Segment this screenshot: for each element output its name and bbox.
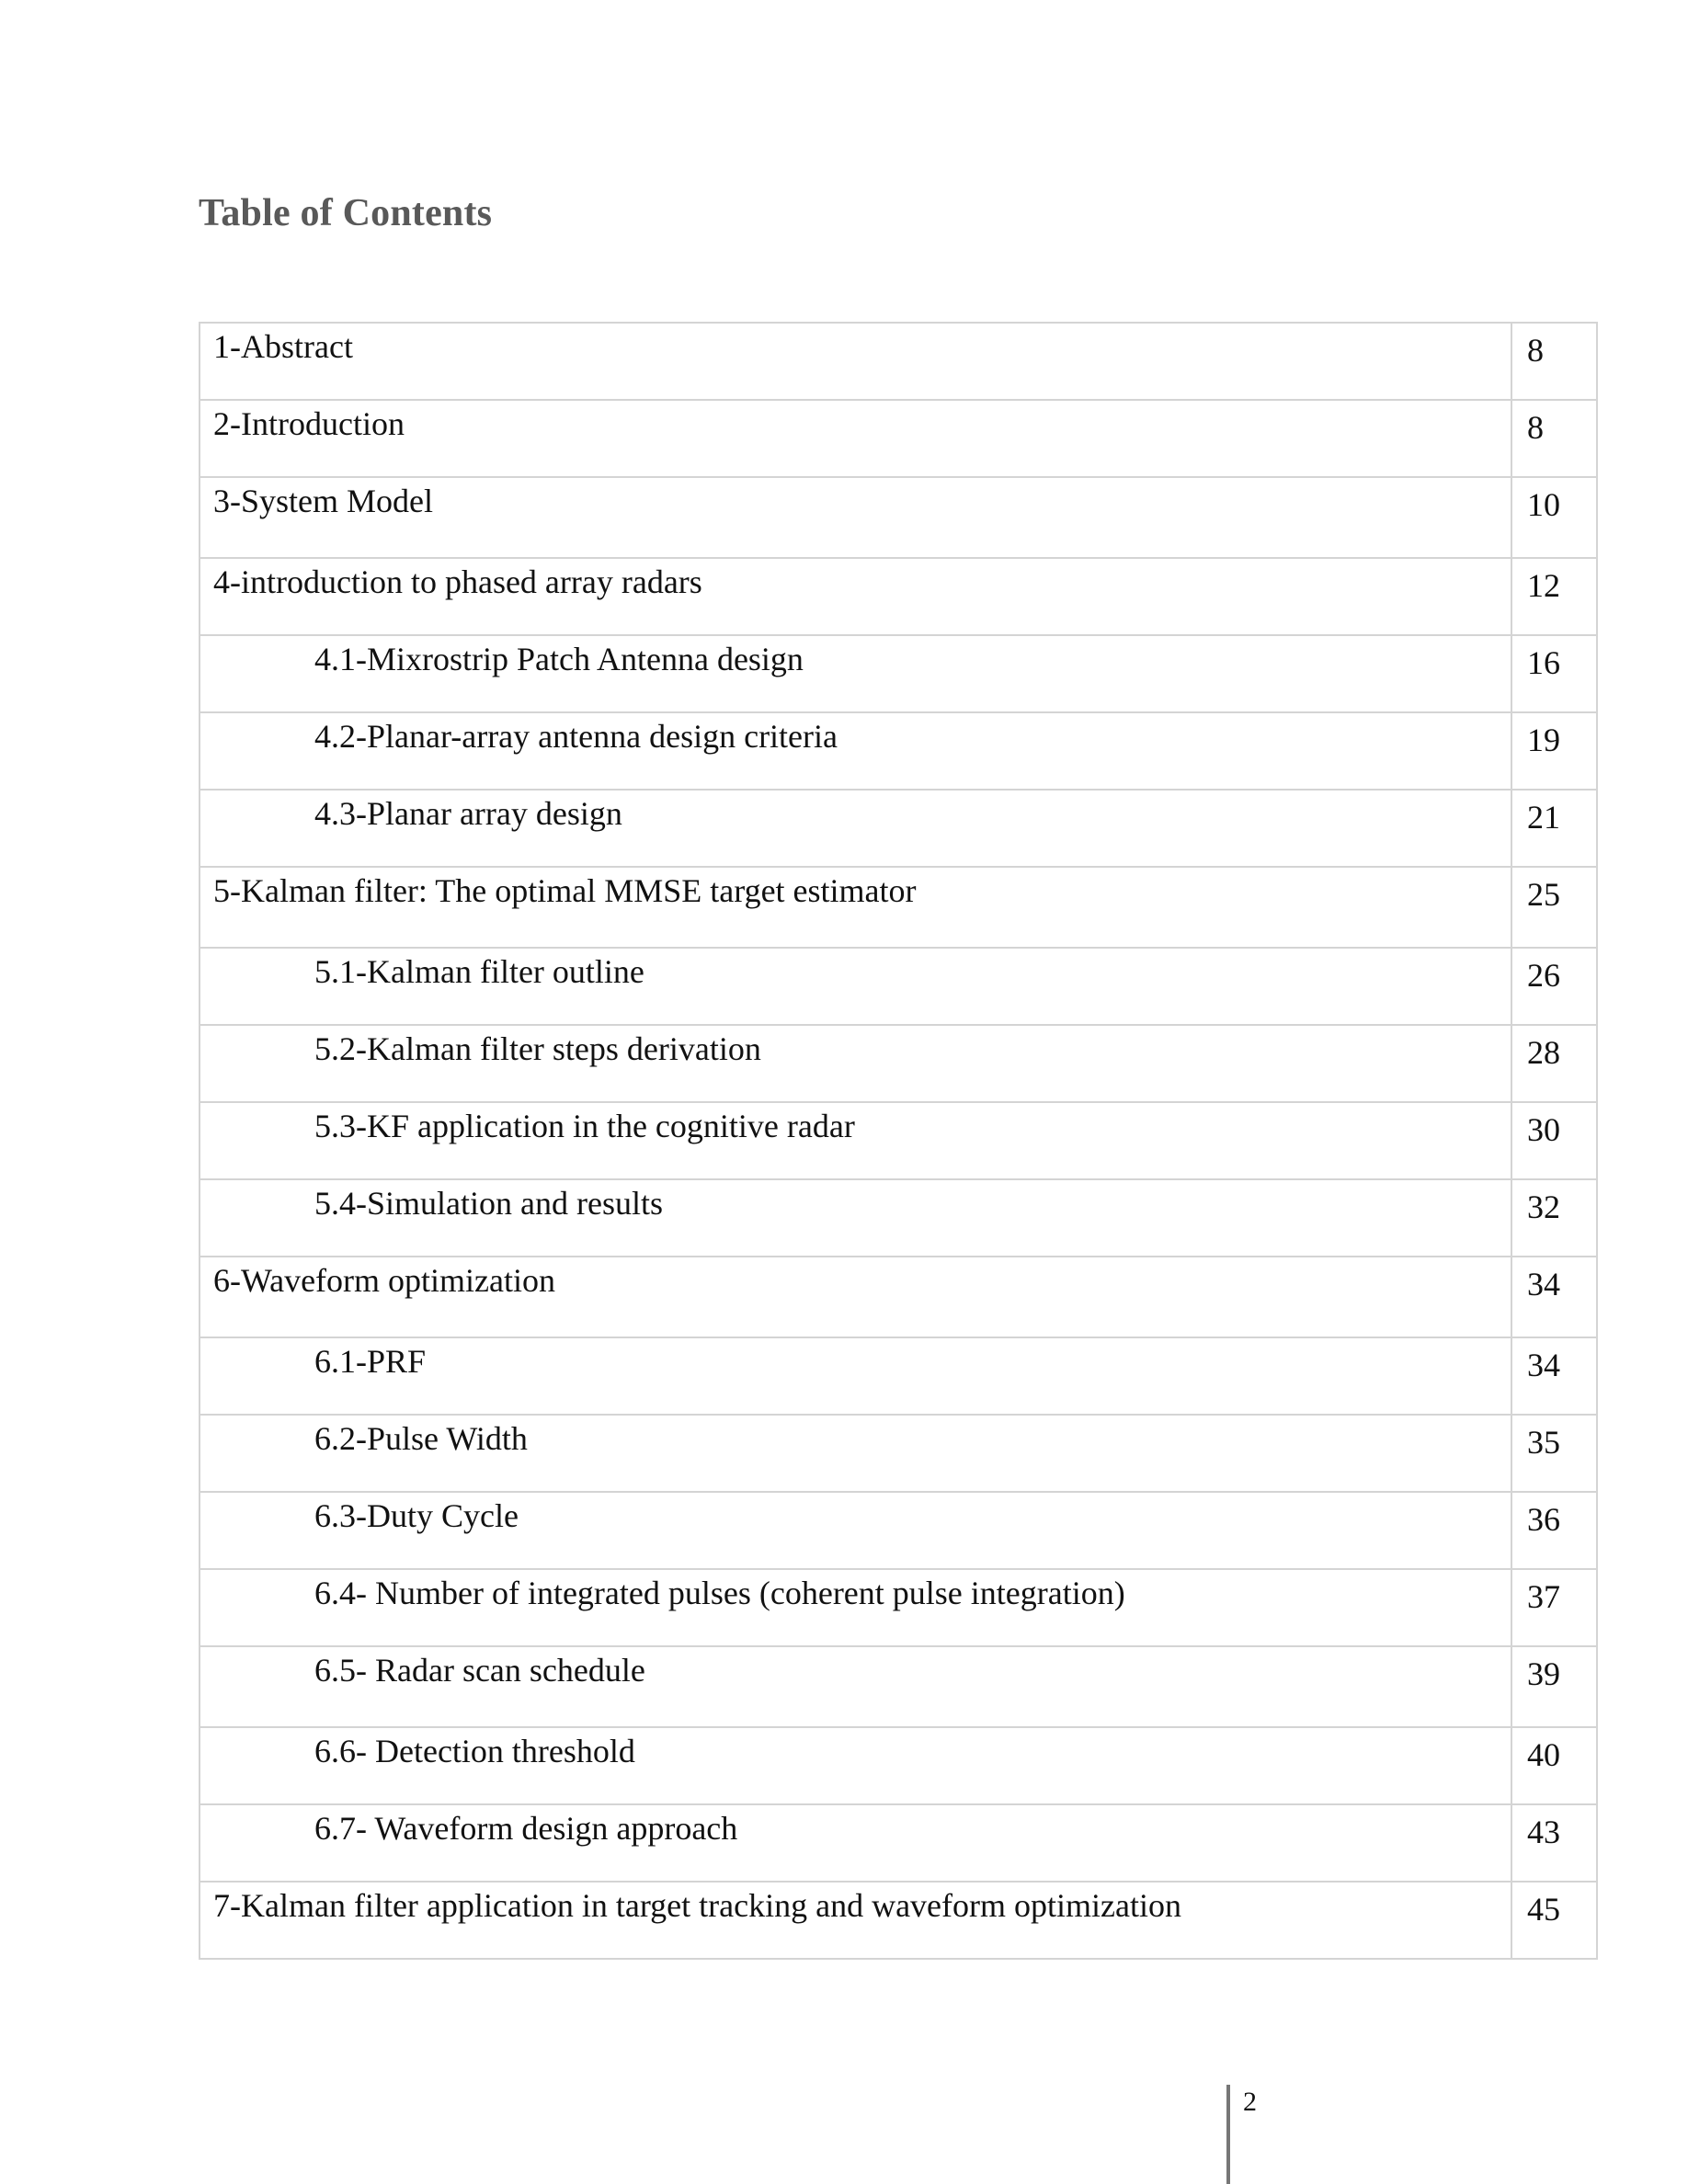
- toc-entry-cell: [200, 1569, 1511, 1646]
- toc-entry-page[interactable]: 26: [1527, 957, 1560, 994]
- toc-entry-cell: [200, 1257, 1511, 1337]
- toc-entry-title[interactable]: 4.3-Planar array design: [314, 795, 622, 832]
- toc-entry-title[interactable]: 5.4-Simulation and results: [314, 1185, 663, 1222]
- toc-entry-cell: [200, 712, 1511, 790]
- toc-entry-page[interactable]: 10: [1527, 486, 1560, 523]
- toc-page-cell: [1511, 558, 1597, 635]
- toc-row: [200, 1179, 1597, 1257]
- toc-row: [200, 1646, 1597, 1727]
- toc-row: [200, 1337, 1597, 1415]
- toc-row: [200, 1025, 1597, 1102]
- toc-entry-page[interactable]: 36: [1527, 1501, 1560, 1538]
- toc-entry-page[interactable]: 8: [1527, 409, 1544, 446]
- toc-entry-title[interactable]: 6.7- Waveform design approach: [314, 1810, 738, 1847]
- toc-entry-cell: [200, 1882, 1511, 1959]
- toc-row: [200, 1102, 1597, 1179]
- toc-entry-title[interactable]: 3-System Model: [213, 483, 433, 519]
- toc-entry-page[interactable]: 34: [1527, 1266, 1560, 1302]
- toc-entry-title[interactable]: 6.4- Number of integrated pulses (coherent pulse integration): [314, 1575, 1125, 1611]
- toc-entry-cell: [200, 400, 1511, 477]
- toc-entry-page[interactable]: 12: [1527, 567, 1560, 604]
- toc-page-cell: [1511, 1102, 1597, 1179]
- toc-entry-cell: [200, 1646, 1511, 1727]
- toc-page-cell: [1511, 477, 1597, 558]
- toc-entry-page[interactable]: 28: [1527, 1034, 1560, 1071]
- toc-page-cell: [1511, 1727, 1597, 1804]
- page-number: 2: [1243, 2087, 1257, 2117]
- toc-page-cell: [1511, 1179, 1597, 1257]
- toc-entry-page[interactable]: 25: [1527, 876, 1560, 913]
- toc-entry-title[interactable]: 6-Waveform optimization: [213, 1262, 555, 1299]
- toc-page-cell: [1511, 948, 1597, 1025]
- toc-page-cell: [1511, 1337, 1597, 1415]
- toc-entry-cell: [200, 477, 1511, 558]
- toc-row: [200, 635, 1597, 712]
- toc-entry-title[interactable]: 1-Abstract: [213, 328, 353, 365]
- toc-row: [200, 1882, 1597, 1959]
- toc-page-cell: [1511, 867, 1597, 948]
- toc-entry-cell: [200, 1415, 1511, 1492]
- toc-row: [200, 323, 1597, 400]
- toc-page-cell: [1511, 790, 1597, 867]
- toc-entry-title[interactable]: 6.1-PRF: [314, 1343, 427, 1380]
- toc-page-cell: [1511, 1646, 1597, 1727]
- toc-entry-page[interactable]: 35: [1527, 1424, 1560, 1461]
- toc-page-cell: [1511, 635, 1597, 712]
- toc-row: [200, 1492, 1597, 1569]
- toc-entry-title[interactable]: 4-introduction to phased array radars: [213, 563, 702, 600]
- toc-entry-title[interactable]: 5-Kalman filter: The optimal MMSE target estimator: [213, 872, 917, 909]
- toc-entry-title[interactable]: 5.3-KF application in the cognitive radar: [314, 1108, 855, 1144]
- toc-row: [200, 1569, 1597, 1646]
- toc-entry-page[interactable]: 8: [1527, 332, 1544, 369]
- toc-page-cell: [1511, 1025, 1597, 1102]
- toc-row: [200, 712, 1597, 790]
- toc-entry-title[interactable]: 5.2-Kalman filter steps derivation: [314, 1030, 761, 1067]
- toc-row: [200, 558, 1597, 635]
- toc-entry-page[interactable]: 37: [1527, 1578, 1560, 1615]
- toc-entry-cell: [200, 790, 1511, 867]
- toc-page-cell: [1511, 1492, 1597, 1569]
- toc-entry-cell: [200, 635, 1511, 712]
- toc-entry-title[interactable]: 2-Introduction: [213, 405, 405, 442]
- toc-row: [200, 948, 1597, 1025]
- toc-row: [200, 790, 1597, 867]
- toc-row: [200, 1804, 1597, 1882]
- toc-entry-cell: [200, 1179, 1511, 1257]
- toc-entry-page[interactable]: 30: [1527, 1111, 1560, 1148]
- toc-entry-title[interactable]: 4.2-Planar-array antenna design criteria: [314, 718, 838, 755]
- toc-entry-cell: [200, 1727, 1511, 1804]
- toc-entry-cell: [200, 1492, 1511, 1569]
- toc-entry-page[interactable]: 19: [1527, 722, 1560, 758]
- toc-row: [200, 1727, 1597, 1804]
- toc-page-cell: [1511, 1804, 1597, 1882]
- toc-entry-page[interactable]: 39: [1527, 1655, 1560, 1692]
- toc-entry-page[interactable]: 32: [1527, 1189, 1560, 1225]
- toc-entry-page[interactable]: 21: [1527, 799, 1560, 836]
- toc-page-cell: [1511, 712, 1597, 790]
- footer-divider: [1226, 2085, 1230, 2184]
- toc-entry-title[interactable]: 7-Kalman filter application in target tracking and waveform optimization: [213, 1887, 1181, 1924]
- toc-entry-cell: [200, 323, 1511, 400]
- toc-entry-title[interactable]: 6.5- Radar scan schedule: [314, 1652, 645, 1689]
- toc-entry-title[interactable]: 5.1-Kalman filter outline: [314, 953, 644, 990]
- toc-row: [200, 867, 1597, 948]
- toc-entry-page[interactable]: 16: [1527, 644, 1560, 681]
- toc-entry-cell: [200, 558, 1511, 635]
- toc-entry-page[interactable]: 45: [1527, 1891, 1560, 1928]
- toc-entry-title[interactable]: 6.3-Duty Cycle: [314, 1497, 519, 1534]
- toc-entry-cell: [200, 1804, 1511, 1882]
- toc-row: [200, 477, 1597, 558]
- toc-table: [199, 322, 1598, 1960]
- toc-page-cell: [1511, 323, 1597, 400]
- toc-row: [200, 1257, 1597, 1337]
- toc-entry-page[interactable]: 40: [1527, 1736, 1560, 1773]
- toc-entry-cell: [200, 867, 1511, 948]
- toc-page-cell: [1511, 1415, 1597, 1492]
- toc-page-cell: [1511, 1882, 1597, 1959]
- toc-entry-title[interactable]: 6.6- Detection threshold: [314, 1733, 635, 1769]
- page-title: Table of Contents: [199, 192, 493, 234]
- toc-entry-cell: [200, 948, 1511, 1025]
- toc-entry-page[interactable]: 34: [1527, 1347, 1560, 1383]
- toc-row: [200, 1415, 1597, 1492]
- toc-entry-title[interactable]: 6.2-Pulse Width: [314, 1420, 528, 1457]
- toc-entry-page[interactable]: 43: [1527, 1814, 1560, 1850]
- toc-row: [200, 400, 1597, 477]
- toc-page-cell: [1511, 400, 1597, 477]
- toc-entry-cell: [200, 1102, 1511, 1179]
- toc-entry-title[interactable]: 4.1-Mixrostrip Patch Antenna design: [314, 641, 804, 677]
- toc-entry-cell: [200, 1025, 1511, 1102]
- toc-page-cell: [1511, 1569, 1597, 1646]
- toc-entry-cell: [200, 1337, 1511, 1415]
- toc-page-cell: [1511, 1257, 1597, 1337]
